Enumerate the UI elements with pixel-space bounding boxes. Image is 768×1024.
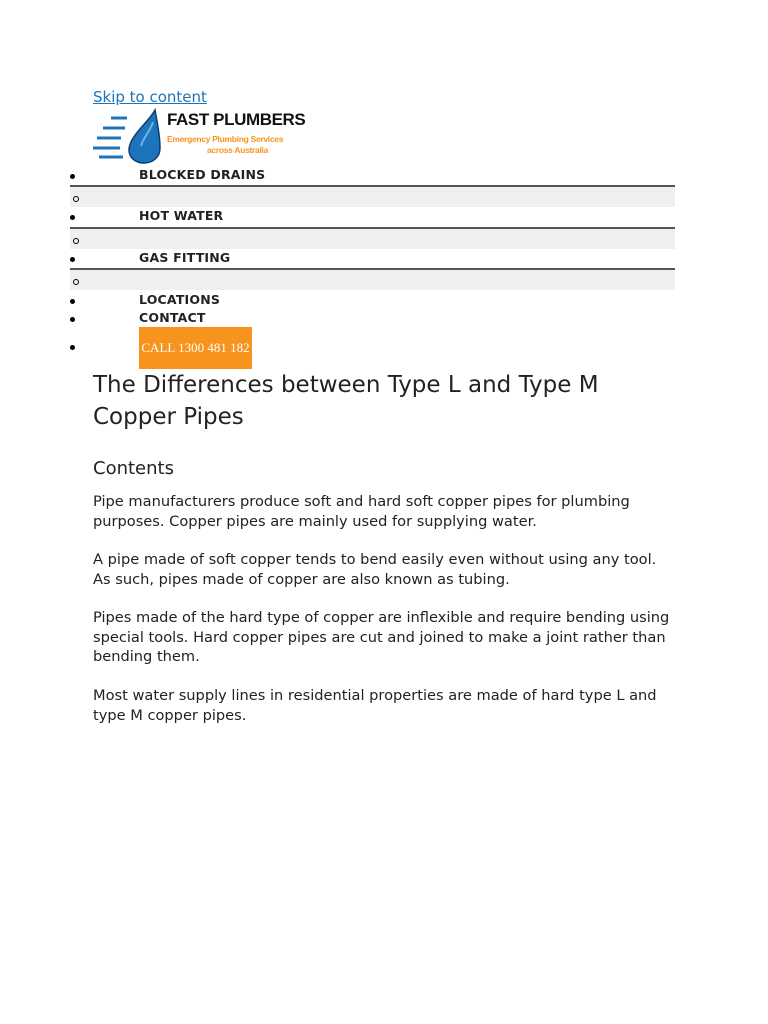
water-drop-logo-icon <box>93 108 167 164</box>
bullet-icon <box>70 174 75 179</box>
nav-item-contact[interactable]: CONTACT <box>139 310 206 325</box>
page-title: The Differences between Type L and Type M Copper Pipes <box>93 372 599 430</box>
article-paragraph: Pipes made of the hard type of copper are inflexible and require bending using special tools. Hard copper pipes are cut and joined to make a joint rather than bending them. <box>93 609 670 666</box>
bullet-icon <box>70 299 75 304</box>
bullet-icon <box>70 317 75 322</box>
nav-item-blocked-drains[interactable]: BLOCKED DRAINS <box>139 167 266 182</box>
bullet-icon <box>70 345 75 350</box>
logo-title: FAST PLUMBERS <box>167 110 306 129</box>
logo-subtitle-line2: across Australia <box>207 145 269 155</box>
site-logo[interactable] <box>93 108 306 164</box>
sub-bullet-icon <box>73 196 79 202</box>
article-paragraph: Pipe manufacturers produce soft and hard soft copper pipes for plumbing purposes. Copper pipes are mainly used for supplying water. <box>93 493 630 530</box>
submenu-blocked-drains <box>70 185 675 207</box>
bullet-icon <box>70 257 75 262</box>
logo-subtitle-line1: Emergency Plumbing Services <box>167 134 284 144</box>
skip-to-content-link[interactable]: Skip to content <box>93 88 207 106</box>
submenu-gas-fitting <box>70 268 675 290</box>
nav-item-gas-fitting[interactable]: GAS FITTING <box>139 250 231 265</box>
sub-bullet-icon <box>73 238 79 244</box>
contents-heading: Contents <box>93 458 174 479</box>
sub-bullet-icon <box>73 279 79 285</box>
nav-item-hot-water[interactable]: HOT WATER <box>139 208 224 223</box>
nav-item-locations[interactable]: LOCATIONS <box>139 292 221 307</box>
bullet-icon <box>70 215 75 220</box>
article-paragraph: A pipe made of soft copper tends to bend easily even without using any tool. As such, pipes made of copper are also known as tubing. <box>93 551 657 588</box>
call-phone-button[interactable]: CALL 1300 481 182 <box>139 327 252 369</box>
submenu-hot-water <box>70 227 675 249</box>
article-paragraph: Most water supply lines in residential properties are made of hard type L and type M copper pipes. <box>93 687 657 724</box>
